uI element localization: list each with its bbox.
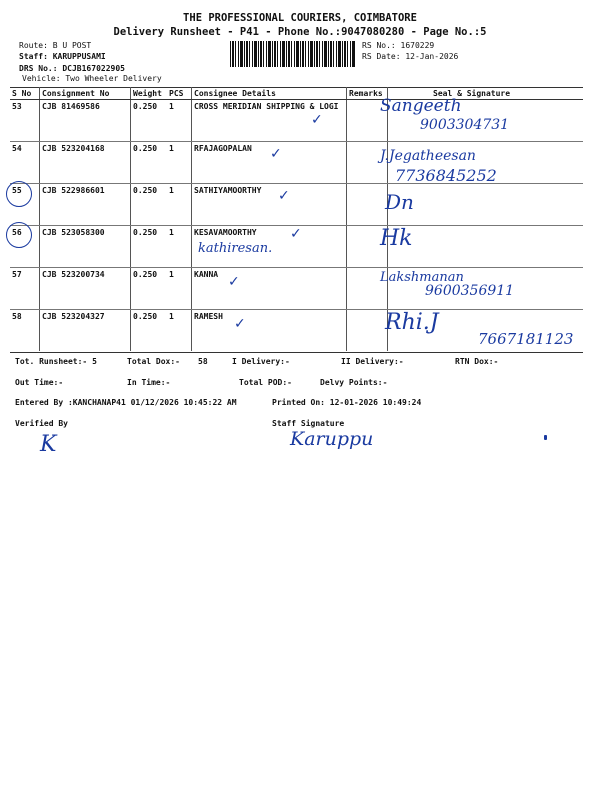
barcode-image <box>230 41 355 67</box>
col-header-pcs: PCS <box>167 88 192 100</box>
note-row-56: kathiresan. <box>198 241 273 256</box>
row-pcs: 1 <box>167 142 192 184</box>
row-consignee: CROSS MERIDIAN SHIPPING & LOGI <box>192 100 347 142</box>
tick-mark-icon: ✓ <box>278 188 290 204</box>
table-row <box>10 142 583 184</box>
row-weight: 0.250 <box>131 310 168 352</box>
out-time: Out Time:- <box>15 378 64 387</box>
row-remarks <box>347 184 388 226</box>
in-time: In Time:- <box>127 378 171 387</box>
table-bottom-rule <box>10 352 583 353</box>
row-consignee: RAMESH <box>192 310 347 352</box>
row-consignment: CJB 523058300 <box>40 226 131 268</box>
signature-row-54: J.Jegatheesan <box>380 148 476 164</box>
ink-dot <box>544 435 547 440</box>
row-consignment: CJB 522986601 <box>40 184 131 226</box>
row-pcs: 1 <box>169 312 174 321</box>
col-header-consignee: Consignee Details <box>192 88 347 100</box>
row-weight: 0.250 <box>131 142 168 184</box>
printed-on: Printed On: 12-01-2026 10:49:24 <box>272 398 422 407</box>
signature-row-57: Lakshmanan <box>380 270 464 285</box>
rtn-dox: RTN Dox:- <box>455 357 499 366</box>
i-delivery: I Delivery:- <box>232 357 290 366</box>
rs-date-label: RS Date: 12-Jan-2026 <box>362 52 459 61</box>
entered-by: Entered By :KANCHANAP41 01/12/2026 10:45:22 AM <box>15 398 237 407</box>
row-sno: 57 <box>10 268 40 310</box>
col-header-signature: Seal & Signature <box>388 88 584 100</box>
delvy-points: Delvy Points:- <box>320 378 388 387</box>
tick-mark-icon: ✓ <box>290 226 302 242</box>
phone-row-54: 7736845252 <box>395 166 497 185</box>
row-signature <box>388 226 584 268</box>
row-signature <box>388 184 584 226</box>
drs-label: DRS No.: DCJB167022905 <box>19 64 125 73</box>
vehicle-label: Vehicle: Two Wheeler Delivery <box>22 74 162 83</box>
col-header-sno: S No <box>10 88 40 100</box>
tick-mark-icon: ✓ <box>311 112 323 128</box>
row-consignee: RFAJAGOPALAN <box>192 142 347 184</box>
row-consignment: CJB 523204168 <box>40 142 131 184</box>
ii-delivery: II Delivery:- <box>341 357 404 366</box>
row-weight: 0.250 <box>131 268 168 310</box>
signature-row-56: Hk <box>380 226 413 251</box>
phone-row-53: 9003304731 <box>420 117 510 133</box>
signature-row-55: Dn <box>385 190 414 214</box>
phone-row-57: 9600356911 <box>425 283 515 299</box>
col-header-consignment: Consignment No <box>40 88 131 100</box>
row-pcs: 1 <box>167 226 192 268</box>
route-label: Route: B U POST <box>19 41 92 50</box>
row-weight: 0.250 <box>131 226 168 268</box>
total-dox-label: Total Dox:- <box>127 357 180 366</box>
staff-signature-label: Staff Signature <box>272 419 345 428</box>
row-sno: 53 <box>10 100 40 142</box>
circle-mark-56 <box>6 222 32 248</box>
row-sno: 54 <box>10 142 40 184</box>
row-consignee: KESAVAMOORTHY <box>192 226 347 268</box>
row-sno: 58 <box>12 312 22 321</box>
signature-row-58: Rhi.J <box>385 310 439 335</box>
row-weight: 0.250 <box>131 100 168 142</box>
row-consignment: CJB 523204327 <box>40 310 131 352</box>
row-sno: 56 <box>10 226 40 268</box>
rs-no-label: RS No.: 1670229 <box>362 41 435 50</box>
circle-mark-55 <box>6 181 32 207</box>
total-dox-value: 58 <box>198 357 208 366</box>
staff-label: Staff: KARUPPUSAMI <box>19 52 106 61</box>
row-consignment: CJB 81469586 <box>40 100 131 142</box>
row-weight: 0.250 <box>131 184 168 226</box>
tick-mark-icon: ✓ <box>228 274 240 290</box>
row-pcs: 1 <box>167 100 192 142</box>
total-pod: Total POD:- <box>239 378 292 387</box>
phone-row-58: 7667181123 <box>478 330 574 348</box>
row-remarks <box>347 310 388 352</box>
runsheet-subtitle: Delivery Runsheet - P41 - Phone No.:9047080280 - Page No.:5 <box>113 26 487 38</box>
staff-signature: Karuppu <box>290 428 374 450</box>
col-header-weight: Weight <box>131 88 168 100</box>
tick-mark-icon: ✓ <box>234 316 246 332</box>
company-title: THE PROFESSIONAL COURIERS, COIMBATORE <box>183 12 417 24</box>
row-consignment: CJB 523200734 <box>40 268 131 310</box>
row-consignee: SATHIYAMOORTHY <box>192 184 347 226</box>
table-row <box>10 184 583 226</box>
row-consignee: KANNA <box>192 268 347 310</box>
verified-signature: K <box>40 432 57 457</box>
row-sno: 55 <box>10 184 40 226</box>
verified-by-label: Verified By <box>15 419 68 428</box>
row-pcs: 1 <box>167 268 192 310</box>
tot-runsheet: Tot. Runsheet:- 5 <box>15 357 97 366</box>
tick-mark-icon: ✓ <box>270 146 282 162</box>
col-header-remarks: Remarks <box>347 88 388 100</box>
signature-row-53: Sangeeth <box>380 96 462 116</box>
row-pcs: 1 <box>167 184 192 226</box>
